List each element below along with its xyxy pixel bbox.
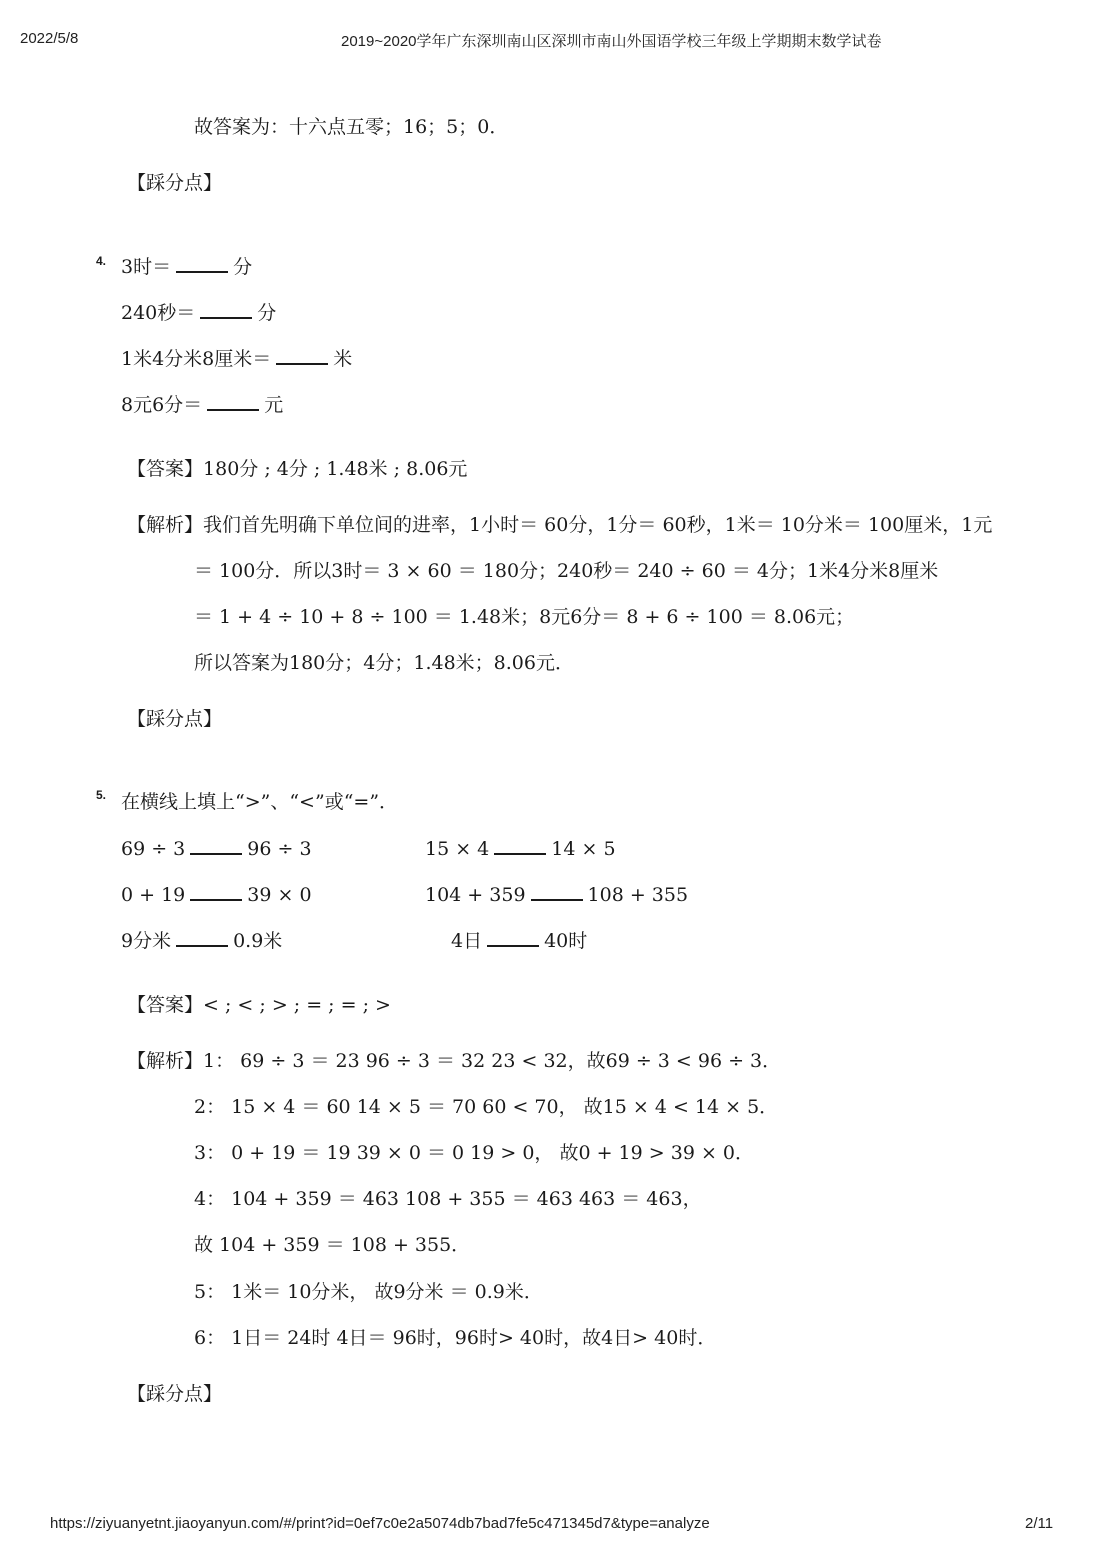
item-right: 40时 bbox=[544, 930, 588, 952]
q5-analysis-5: 故 104 + 359 ＝ 108 + 355． bbox=[194, 1234, 471, 1256]
analysis-label: 【解析】 bbox=[127, 1050, 204, 1072]
answer-blank bbox=[190, 839, 242, 855]
q4-line-1-text: 3时＝ bbox=[121, 256, 172, 278]
q5-score-label: 【踩分点】 bbox=[127, 1383, 223, 1405]
answer-blank bbox=[494, 839, 546, 855]
q5-analysis-2: 2： 15 × 4 ＝ 60 14 × 5 ＝ 70 60 < 70， 故15 × 4 < 14 × 5． bbox=[194, 1096, 779, 1118]
q5-analysis-1 bbox=[127, 1049, 781, 1073]
document-title: 2019~2020学年广东深圳南山区深圳市南山外国语学校三年级上学期期末数学试卷 bbox=[341, 33, 882, 50]
q5-analysis-6: 5： 1米＝ 10分米， 故9分米 ＝ 0.9米． bbox=[194, 1281, 543, 1303]
q5-stem: 在横线上填上“>”、“<”或“=”． bbox=[121, 791, 399, 813]
q4-line-4-unit: 元 bbox=[264, 394, 284, 416]
q4-line-1 bbox=[121, 255, 252, 279]
prev-answer-line: 故答案为：十六点五零；16；5；0． bbox=[194, 116, 509, 138]
answer-blank bbox=[487, 931, 539, 947]
q4-answer bbox=[127, 457, 467, 481]
answer-blank bbox=[176, 931, 228, 947]
answer-text: 180分 ; 4分 ; 1.48米 ; 8.06元 bbox=[203, 458, 468, 480]
answer-blank bbox=[176, 257, 228, 273]
q4-analysis-2: ＝ 100分．所以3时＝ 3 × 60 ＝ 180分；240秒＝ 240 ÷ 60 ＝ 4分；1米4分米8厘米 bbox=[194, 560, 939, 582]
item-left: 104 + 359 bbox=[425, 884, 526, 906]
q5-answer bbox=[127, 993, 391, 1017]
item-left: 4日 bbox=[451, 930, 483, 952]
q5-item-6 bbox=[451, 929, 587, 953]
q4-line-1-unit: 分 bbox=[233, 256, 253, 278]
analysis-label: 【解析】 bbox=[127, 514, 204, 536]
answer-blank bbox=[207, 395, 259, 411]
question-number: 5. bbox=[96, 788, 107, 802]
answer-label: 【答案】 bbox=[127, 994, 204, 1016]
q4-line-2-unit: 分 bbox=[257, 302, 277, 324]
q4-analysis-1 bbox=[127, 513, 992, 537]
item-left: 15 × 4 bbox=[425, 838, 490, 860]
answer-blank bbox=[190, 885, 242, 901]
answer-blank bbox=[276, 349, 328, 365]
q4-line-2 bbox=[121, 301, 276, 325]
item-left: 69 ÷ 3 bbox=[121, 838, 186, 860]
q5-item-3 bbox=[121, 883, 312, 907]
page-number: 2/11 bbox=[1025, 1515, 1054, 1532]
q4-line-4 bbox=[121, 393, 283, 417]
q4-line-3-text: 1米4分米8厘米＝ bbox=[121, 348, 272, 370]
item-right: 96 ÷ 3 bbox=[247, 838, 312, 860]
q5-item-2 bbox=[425, 837, 616, 861]
answer-blank bbox=[531, 885, 583, 901]
item-right: 39 × 0 bbox=[247, 884, 312, 906]
q4-analysis-4: 所以答案为180分；4分；1.48米；8.06元． bbox=[194, 652, 574, 674]
item-right: 0.9米 bbox=[233, 930, 283, 952]
q4-line-2-text: 240秒＝ bbox=[121, 302, 196, 324]
q5-analysis-3: 3： 0 + 19 ＝ 19 39 × 0 ＝ 0 19 > 0， 故0 + 19 > 39 × 0． bbox=[194, 1142, 754, 1164]
item-right: 14 × 5 bbox=[551, 838, 616, 860]
q4-score-label: 【踩分点】 bbox=[127, 708, 223, 730]
answer-label: 【答案】 bbox=[127, 458, 204, 480]
analysis-text: 我们首先明确下单位间的进率，1小时＝ 60分，1分＝ 60秒，1米＝ 10分米＝ 100厘米，1元 bbox=[203, 514, 993, 536]
q5-item-5 bbox=[121, 929, 282, 953]
answer-text: < ; < ; > ; = ; = ; > bbox=[203, 994, 391, 1016]
item-left: 0 + 19 bbox=[121, 884, 186, 906]
q5-item-1 bbox=[121, 837, 312, 861]
answer-blank bbox=[200, 303, 252, 319]
footer-url: https://ziyuanyetnt.jiaoyanyun.com/#/print?id=0ef7c0e2a5074db7bad7fe5c471345d7&type=analyze bbox=[50, 1515, 710, 1532]
prev-score-label: 【踩分点】 bbox=[127, 172, 223, 194]
q5-analysis-4: 4： 104 + 359 ＝ 463 108 + 355 ＝ 463 463 ＝ 463， bbox=[194, 1188, 702, 1210]
print-date: 2022/5/8 bbox=[20, 30, 79, 47]
q4-line-3 bbox=[121, 347, 352, 371]
q5-item-4 bbox=[425, 883, 688, 907]
q4-analysis-3: ＝ 1 + 4 ÷ 10 + 8 ÷ 100 ＝ 1.48米；8元6分＝ 8 + 6 ÷ 100 ＝ 8.06元； bbox=[194, 606, 855, 628]
item-left: 9分米 bbox=[121, 930, 172, 952]
question-number: 4. bbox=[96, 254, 107, 268]
analysis-text: 1： 69 ÷ 3 ＝ 23 96 ÷ 3 ＝ 32 23 < 32，故69 ÷ 3 < 96 ÷ 3． bbox=[203, 1050, 782, 1072]
item-right: 108 + 355 bbox=[587, 884, 689, 906]
q4-line-3-unit: 米 bbox=[333, 348, 353, 370]
q4-line-4-text: 8元6分＝ bbox=[121, 394, 203, 416]
q5-analysis-7: 6： 1日＝ 24时 4日＝ 96时，96时> 40时，故4日> 40时． bbox=[194, 1327, 717, 1349]
